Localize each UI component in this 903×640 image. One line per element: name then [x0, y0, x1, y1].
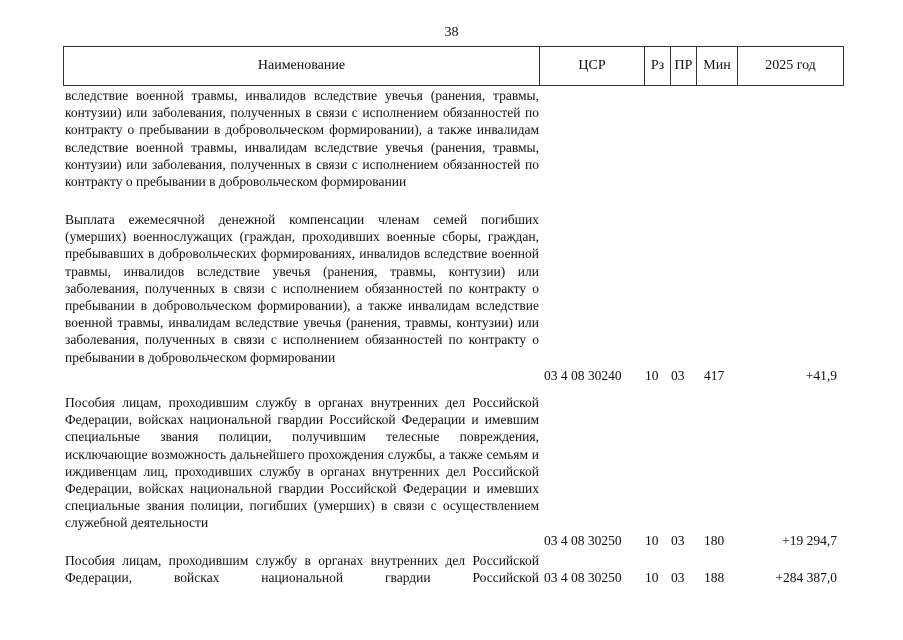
row-pr: 03: [671, 368, 685, 383]
row-description: Выплата ежемесячной денежной компенсации членам семей погибших (умерших) военнослужащих (граждан, проходивших военные сборы, граждан, пребывавших в добровольческих формированиях, инвалидов вследствие военной травмы, инвалидов вследствие увечья (ранения, травмы, контузии) или заболевания, полученных в связи с исполнением обязанностей по контракту о пребывании в добровольческом формировании), а также инвалидам вследствие военной травмы, инвалидам вследствие увечья (ранения, травмы, контузии) или заболевания, полученных в связи с исполнением обязанностей по контракту о пребывании в добровольческом формировании: [65, 212, 539, 365]
row-csr: 03 4 08 30250: [544, 533, 622, 548]
row-amount: +19 294,7: [782, 533, 837, 548]
table-header: [63, 46, 844, 86]
row-rz: 10: [645, 533, 659, 548]
row-min: 417: [704, 368, 725, 383]
header-csr: ЦСР: [578, 58, 606, 73]
header-rz: Рз: [650, 58, 665, 73]
row-min: 188: [704, 570, 725, 585]
page-number: 38: [444, 25, 459, 40]
row-pr: 03: [671, 533, 685, 548]
header-name: Наименование: [257, 58, 346, 73]
header-year: 2025 год: [765, 58, 816, 73]
row-amount: +41,9: [805, 368, 837, 383]
row-rz: 10: [645, 570, 659, 585]
row-min: 180: [704, 533, 725, 548]
row-rz: 10: [645, 368, 659, 383]
header-pr: ПР: [674, 58, 693, 73]
row-description: вследствие военной травмы, инвалидов вследствие увечья (ранения, травмы, контузии) или заболевания, полученных в связи с исполнением обязанностей по контракту о пребывании в добровольческом формировании), а также инвалидам вследствие военной травмы, инвалидам вследствие увечья (ранения, травмы, контузии) или заболевания, полученных в связи с исполнением обязанностей по контракту о пребывании в добровольческом формировании: [65, 88, 539, 190]
row-csr: 03 4 08 30250: [544, 570, 622, 585]
row-amount: +284 387,0: [775, 570, 837, 585]
row-pr: 03: [671, 570, 685, 585]
row-csr: 03 4 08 30240: [544, 368, 622, 383]
header-min: Мин: [703, 58, 731, 73]
row-description: Пособия лицам, проходившим службу в органах внутренних дел Российской Федерации, войсках национальной гвардии Российской Федерации и имевшим специальные звания полиции, получившим телесные повреждения, исключающие возможность дальнейшего прохождения службы, а также семьям и иждивенцам лиц, проходивших службу в органах внутренних дел Российской Федерации, войсках национальной гвардии Российской Федерации и имевших специальные звания полиции, погибших (умерших) в связи с осуществлением служебной деятельности: [65, 395, 539, 531]
row-description: Пособия лицам, проходившим службу в органах внутренних дел Российской Федерации, войсках национальной гвардии Российской: [65, 553, 539, 586]
